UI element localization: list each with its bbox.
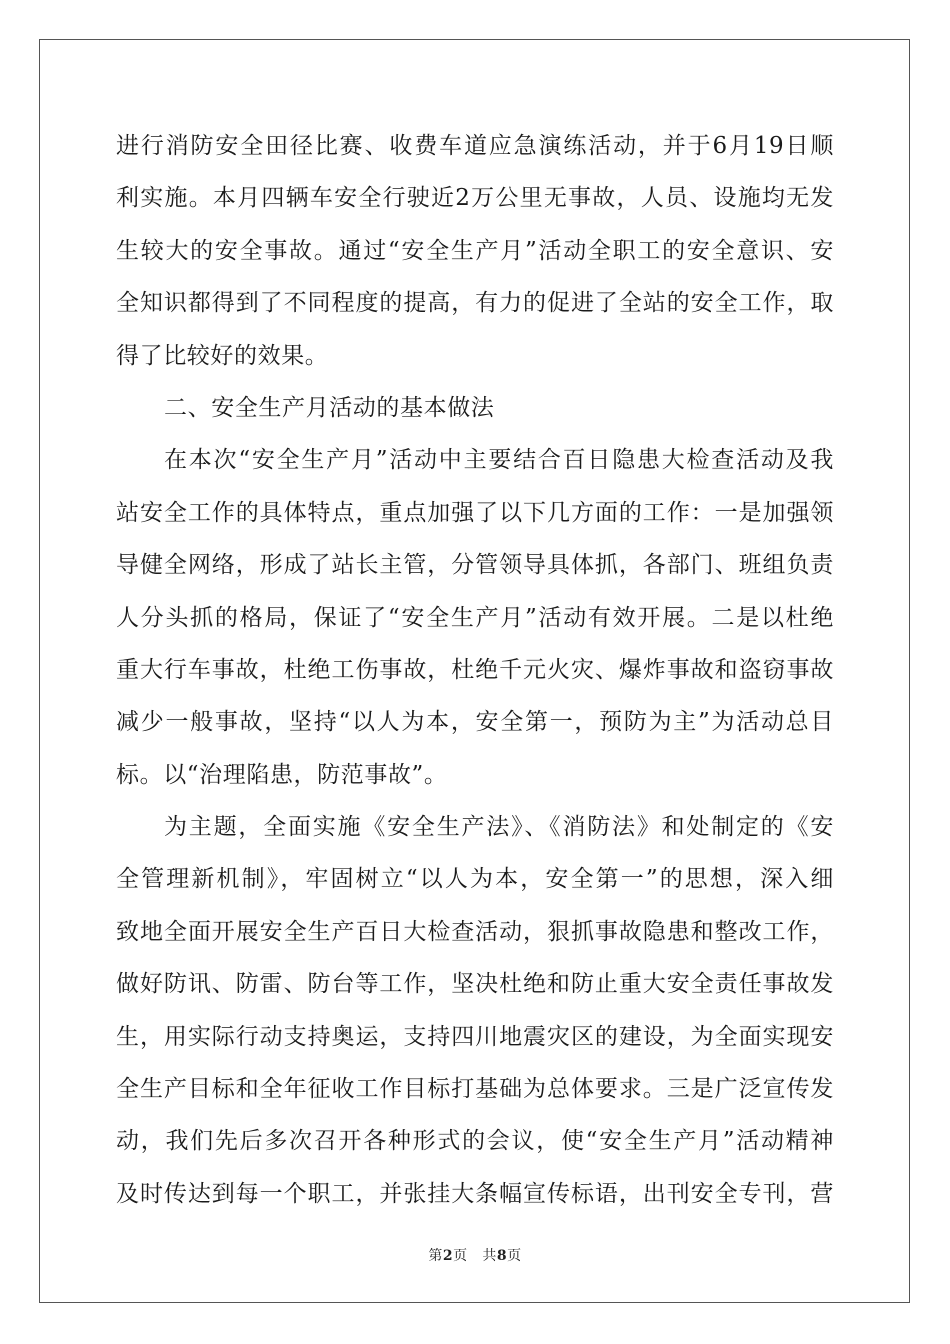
text-line: 生，用实际行动支持奥运，支持四川地震灾区的建设，为全面实现安 xyxy=(116,1023,834,1050)
text-line: 减少一般事故，坚持“以人为本，安全第一，预防为主”为活动总目 xyxy=(116,709,834,736)
total-suffix: 页 xyxy=(507,1248,522,1264)
text-line: 为主题，全面实施《安全生产法》、《消防法》和处制定的《安 xyxy=(164,814,834,841)
text-line: 在本次“安全生产月”活动中主要结合百日隐患大检查活动及我 xyxy=(164,447,834,474)
text-line: 重大行车事故，杜绝工伤事故，杜绝千元火灾、爆炸事故和盗窃事故 xyxy=(116,656,834,683)
text-line: 生较大的安全事故。通过“安全生产月”活动全职工的安全意识、安 xyxy=(116,237,834,264)
text-line: 全生产目标和全年征收工作目标打基础为总体要求。三是广泛宣传发 xyxy=(116,1076,834,1103)
text-line: 做好防讯、防雷、防台等工作，坚决杜绝和防止重大安全责任事故发 xyxy=(116,971,834,998)
section-heading: 二、安全生产月活动的基本做法 xyxy=(164,394,495,421)
text-line: 全知识都得到了不同程度的提高，有力的促进了全站的安全工作，取 xyxy=(116,290,834,317)
text-line: 标。以“治理陷患，防范事故”。 xyxy=(116,761,448,788)
total-prefix: 共 xyxy=(482,1248,497,1264)
page-prefix: 第 xyxy=(428,1248,443,1264)
text-line: 进行消防安全田径比赛、收费车道应急演练活动，并于6月19日顺 xyxy=(116,133,834,159)
text-line: 得了比较好的效果。 xyxy=(116,342,329,369)
document-body xyxy=(116,120,834,1220)
text-line: 全管理新机制》，牢固树立“以人为本，安全第一”的思想，深入细 xyxy=(116,866,834,893)
page-number: 2 xyxy=(442,1248,454,1264)
text-line: 导健全网络，形成了站长主管，分管领导具体抓，各部门、班组负责 xyxy=(116,552,834,579)
text-line: 动，我们先后多次召开各种形式的会议，使“安全生产月”活动精神 xyxy=(116,1128,834,1155)
text-line: 及时传达到每一个职工，并张挂大条幅宣传标语，出刊安全专刊，营 xyxy=(116,1180,834,1207)
total-pages: 8 xyxy=(496,1248,508,1264)
text-line: 利实施。本月四辆车安全行驶近2万公里无事故，人员、设施均无发 xyxy=(116,185,834,212)
page-suffix: 页 xyxy=(453,1248,468,1264)
text-line: 站安全工作的具体特点，重点加强了以下几方面的工作：一是加强领 xyxy=(116,499,834,526)
text-line: 人分头抓的格局，保证了“安全生产月”活动有效开展。二是以杜绝 xyxy=(116,604,834,631)
page-footer xyxy=(0,1245,950,1265)
text-line: 致地全面开展安全生产百日大检查活动，狠抓事故隐患和整改工作， xyxy=(116,918,834,945)
